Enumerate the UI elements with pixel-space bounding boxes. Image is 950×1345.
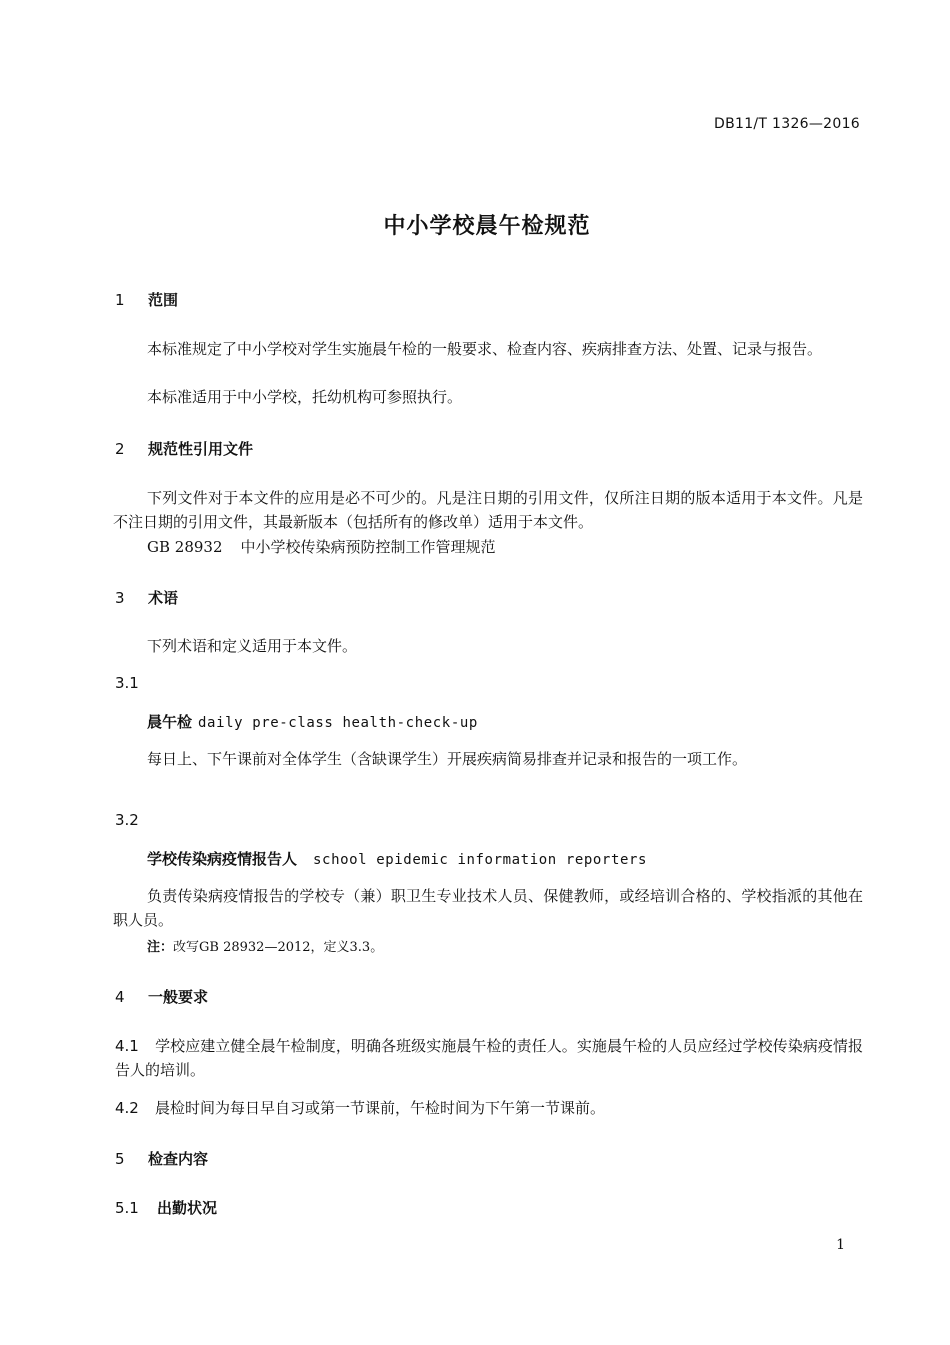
term-3-1-definition: 每日上、下午课前对全体学生（含缺课学生）开展疾病简易排查并记录和报告的一项工作。 <box>147 750 748 768</box>
section-title: 一般要求 <box>148 988 209 1006</box>
section-number: 5 <box>115 1150 125 1168</box>
section-4-heading <box>115 986 208 1007</box>
section-1-heading <box>115 289 178 310</box>
section-title: 范围 <box>148 291 179 309</box>
clause-4-2 <box>115 1096 863 1120</box>
section-1-paragraph-2: 本标准适用于中小学校，托幼机构可参照执行。 <box>147 388 463 406</box>
section-1-paragraph-1: 本标准规定了中小学校对学生实施晨午检的一般要求、检查内容、疾病排查方法、处置、记录与报告。 <box>147 340 823 358</box>
section-3-paragraph-1: 下列术语和定义适用于本文件。 <box>147 637 358 655</box>
document-title: 中小学校晨午检规范 <box>383 214 591 239</box>
note-text: 改写GB 28932—2012，定义3.3。 <box>173 940 384 955</box>
term-chinese: 晨午检 <box>147 713 193 731</box>
clause-title: 出勤状况 <box>157 1199 218 1217</box>
term-3-2-number: 3.2 <box>115 811 139 829</box>
reference-title: 中小学校传染病预防控制工作管理规范 <box>240 538 496 556</box>
term-3-2-note <box>147 936 383 955</box>
term-english: school epidemic information reporters <box>313 852 648 868</box>
term-3-2 <box>147 848 647 869</box>
clause-text: 学校应建立健全晨午检制度，明确各班级实施晨午检的责任人。实施晨午检的人员应经过学校传染病疫情报告人的培训。 <box>115 1037 863 1079</box>
section-title: 规范性引用文件 <box>148 440 254 458</box>
section-2-heading <box>115 438 253 459</box>
section-number: 2 <box>115 440 125 458</box>
section-number: 1 <box>115 291 125 309</box>
clause-4-1 <box>115 1034 863 1082</box>
section-number: 4 <box>115 988 125 1006</box>
clause-number: 4.2 <box>115 1099 139 1117</box>
term-chinese: 学校传染病疫情报告人 <box>147 850 298 868</box>
section-number: 3 <box>115 589 125 607</box>
section-3-heading <box>115 587 178 608</box>
note-label: 注： <box>147 940 174 955</box>
term-3-2-definition: 负责传染病疫情报告的学校专（兼）职卫生专业技术人员、保健教师，或经培训合格的、学校指派的其他在职人员。 <box>113 887 863 929</box>
page-number: 1 <box>836 1237 845 1253</box>
section-5-heading <box>115 1148 208 1169</box>
reference-code: GB 28932 <box>147 538 223 556</box>
term-english: daily pre-class health-check-up <box>198 715 478 731</box>
clause-number: 4.1 <box>115 1037 139 1055</box>
clause-number: 5.1 <box>115 1199 139 1217</box>
section-2-paragraph-1: 下列文件对于本文件的应用是必不可少的。凡是注日期的引用文件，仅所注日期的版本适用于本文件。凡是不注日期的引用文件，其最新版本（包括所有的修改单）适用于本文件。 <box>113 489 863 531</box>
normative-reference <box>147 536 496 557</box>
clause-text: 晨检时间为每日早自习或第一节课前，午检时间为下午第一节课前。 <box>155 1099 606 1117</box>
standard-code: DB11/T 1326—2016 <box>714 116 860 132</box>
clause-5-1-heading <box>115 1197 217 1218</box>
term-3-1-number: 3.1 <box>115 674 139 692</box>
term-3-1 <box>147 711 478 732</box>
section-title: 检查内容 <box>148 1150 209 1168</box>
section-title: 术语 <box>148 589 179 607</box>
